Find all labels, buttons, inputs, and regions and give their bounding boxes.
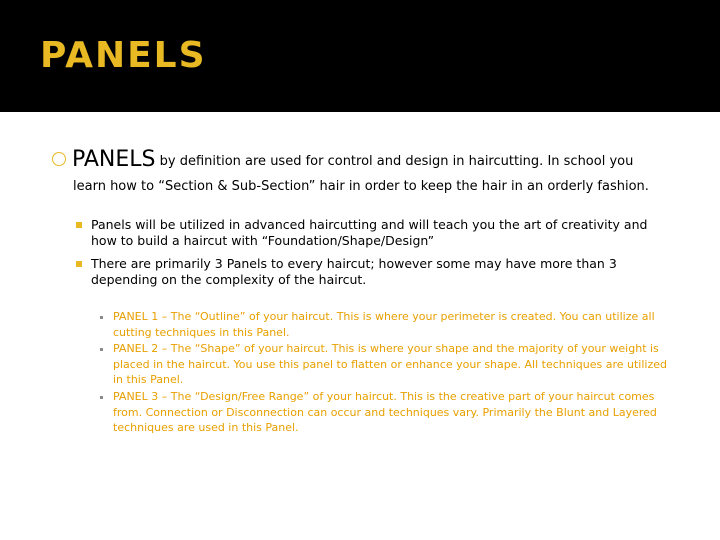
bullet-level2-text: There are primarily 3 Panels to every haircut; however some may have more than 3 depending on the complexity of the haircut. (91, 256, 617, 287)
bullet-level2-item (76, 256, 676, 288)
small-bullet-icon (100, 396, 103, 399)
bullet-level3-item (100, 389, 680, 436)
small-bullet-icon (100, 348, 103, 351)
bullet-level3-text: PANEL 2 – The “Shape” of your haircut. This is where your shape and the majority of your weight is placed in the haircut. You use this panel to flatten or enhance your shape. All techniques are utilized in this Panel. (113, 342, 667, 386)
bullet-level2-text: Panels will be utilized in advanced haircutting and will teach you the art of creativity and how to build a haircut with “Foundation/Shape/Design” (91, 217, 648, 248)
bullet-level1 (52, 146, 692, 198)
term-panels: PANELS (72, 147, 156, 172)
definition-text: by definition are used for control and design in haircutting. In school you (155, 154, 634, 169)
bullet-level2-item (76, 217, 676, 249)
bullet-level3-item (100, 341, 680, 388)
square-bullet-icon (76, 261, 82, 267)
circle-bullet-icon (52, 152, 66, 166)
square-bullet-icon (76, 222, 82, 228)
definition-continuation: learn how to “Section & Sub-Section” hair in order to keep the hair in an orderly fashion. (73, 179, 649, 194)
bullet-level3-text: PANEL 1 – The “Outline” of your haircut. This is where your perimeter is created. You can utilize all cutting techniques in this Panel. (113, 310, 655, 339)
bullet-level3-text: PANEL 3 – The “Design/Free Range” of your haircut. This is the creative part of your haircut comes from. Connection or Disconnection can occur and techniques vary. Primarily the Blunt and Layered techniques are used in this Panel. (113, 390, 657, 434)
bullet-level3-item (100, 309, 680, 340)
small-bullet-icon (100, 316, 103, 319)
slide-title: PANELS (40, 35, 207, 76)
